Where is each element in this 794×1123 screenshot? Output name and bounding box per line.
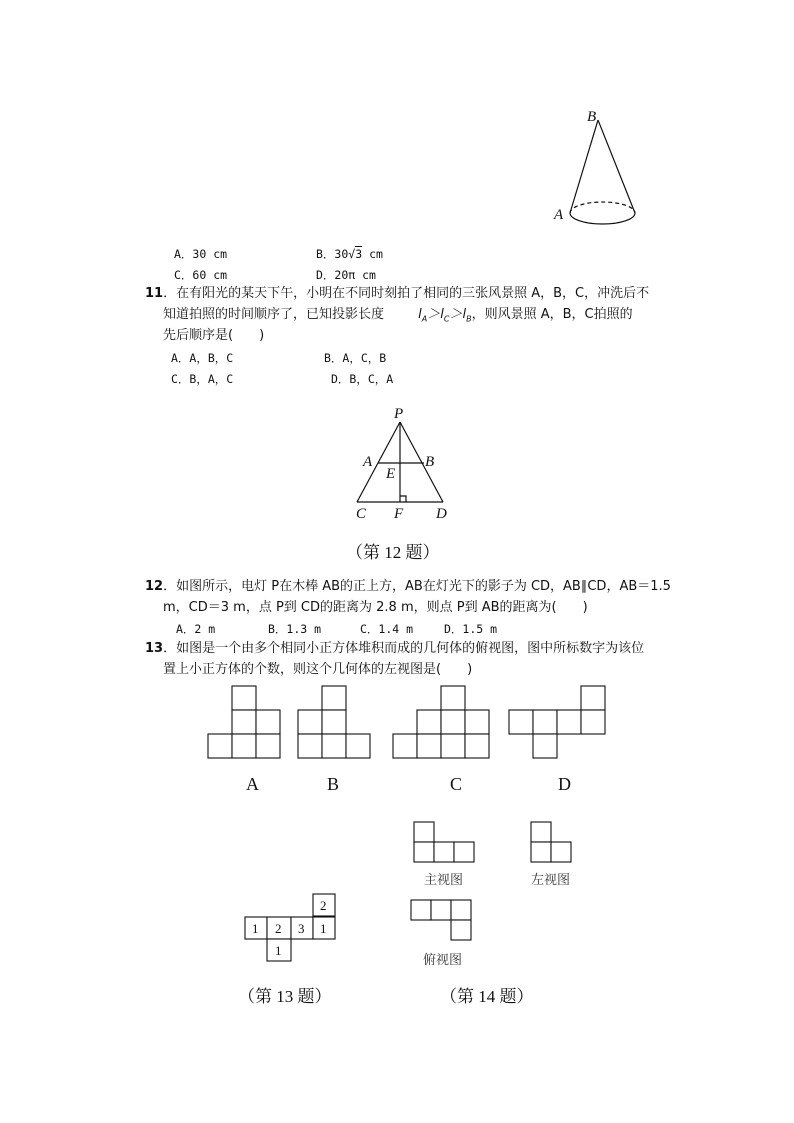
q10-option-b[interactable] [316,246,383,262]
q13-choice-d-figure [509,686,607,760]
fig12-label-b: B [425,454,435,470]
q13-choice-c-figure [393,686,491,760]
q13-line2: 置上小正方体的个数，则这个几何体的左视图是( ) [163,662,473,677]
fig14-left-label: 左视图 [531,873,571,888]
q11-number: 11 [145,286,164,301]
q12-option-b[interactable]: B．1.3 m [268,622,322,636]
q12-option-c[interactable]: C．1.4 m [360,622,414,636]
fig13-num-1: 1 [252,921,259,936]
cone-label-a: A [554,207,564,223]
q10-option-d[interactable]: D．20π cm [316,268,376,282]
q13-choice-b-label[interactable]: B [327,774,340,794]
fig13-top-view [245,894,339,966]
fig13-num-4: 1 [320,921,327,936]
fig14-caption: （第 14 题） [440,987,534,1006]
q10-option-b-radicand: 3 [355,247,363,261]
q12-line1 [145,577,671,597]
q11-option-c[interactable]: C．B，A，C [171,372,234,386]
q10-option-b-pre: B．30 [316,247,349,261]
q11-line3: 先后顺序是( ) [163,328,265,343]
cone-label-b: B [587,109,597,125]
fig12-label-p: P [394,406,404,422]
cone-figure [550,100,650,235]
q13-choice-a-figure [208,686,282,760]
q13-choice-b-figure [298,686,372,760]
fig14-front-label: 主视图 [424,873,464,888]
q11-text1: ．在有阳光的某天下午，小明在不同时刻拍了相同的三张风景照 A，B，C，冲洗后不 [163,286,650,301]
q12-line2: m，CD＝3 m，点 P到 CD的距离为 2.8 m，则点 P到 AB的距离为( ) [163,600,588,615]
q11-text2: 知道拍照的时间顺序了，已知投影长度 [163,307,385,322]
fig13-num-3: 3 [298,921,305,936]
fig12-label-a: A [363,454,373,470]
q13-number: 13 [145,641,164,656]
q11-option-b[interactable]: B．A，C，B [324,351,387,365]
fig14-left-view [531,822,575,866]
fig12-caption: （第 12 题） [346,543,440,562]
fig12-label-c: C [356,506,367,522]
q11-expression: $l_A>l_C>l_B$ [418,307,472,324]
fig13-num-top: 2 [320,898,327,913]
fig12-label-f: F [394,506,404,522]
q11-option-d[interactable]: D．B，C，A [331,372,394,386]
q10-option-b-post: cm [362,247,383,261]
q10-option-a[interactable]: A．30 cm [174,247,228,261]
q12-option-d[interactable]: D．1.5 m [444,622,498,636]
q11-text2-post: ，则风景照 A，B，C拍照的 [471,307,633,322]
q13-text1: ．如图是一个由多个相同小正方体堆积而成的几何体的俯视图，图中所标数字为该位 [163,641,645,656]
fig13-caption: （第 13 题） [238,987,332,1006]
fig12-label-d: D [436,506,447,522]
q11-option-a[interactable]: A．A，B，C [171,351,234,365]
q12-option-a[interactable]: A．2 m [176,622,216,636]
q10-option-c[interactable]: C．60 cm [174,268,228,282]
q12-text1: ．如图所示，电灯 P在木棒 AB的正上方，AB在灯光下的影子为 CD，AB∥CD，AB＝1.5 [163,579,671,594]
q13-choice-c-label[interactable]: C [450,774,463,794]
q12-number: 12 [145,579,164,594]
fig12-label-e: E [386,466,396,482]
q11-line1 [145,284,649,304]
fig14-front-view [414,822,478,866]
fig14-top-view [411,900,475,944]
q13-choice-d-label[interactable]: D [558,774,571,794]
sqrt-sign: √ [348,247,356,261]
fig13-num-2: 2 [275,921,282,936]
fig13-num-bottom: 1 [275,943,282,958]
figure-12 [340,400,460,530]
q13-choice-a-label[interactable]: A [246,774,259,794]
fig14-top-label: 俯视图 [423,953,463,968]
q13-line1 [145,639,644,659]
